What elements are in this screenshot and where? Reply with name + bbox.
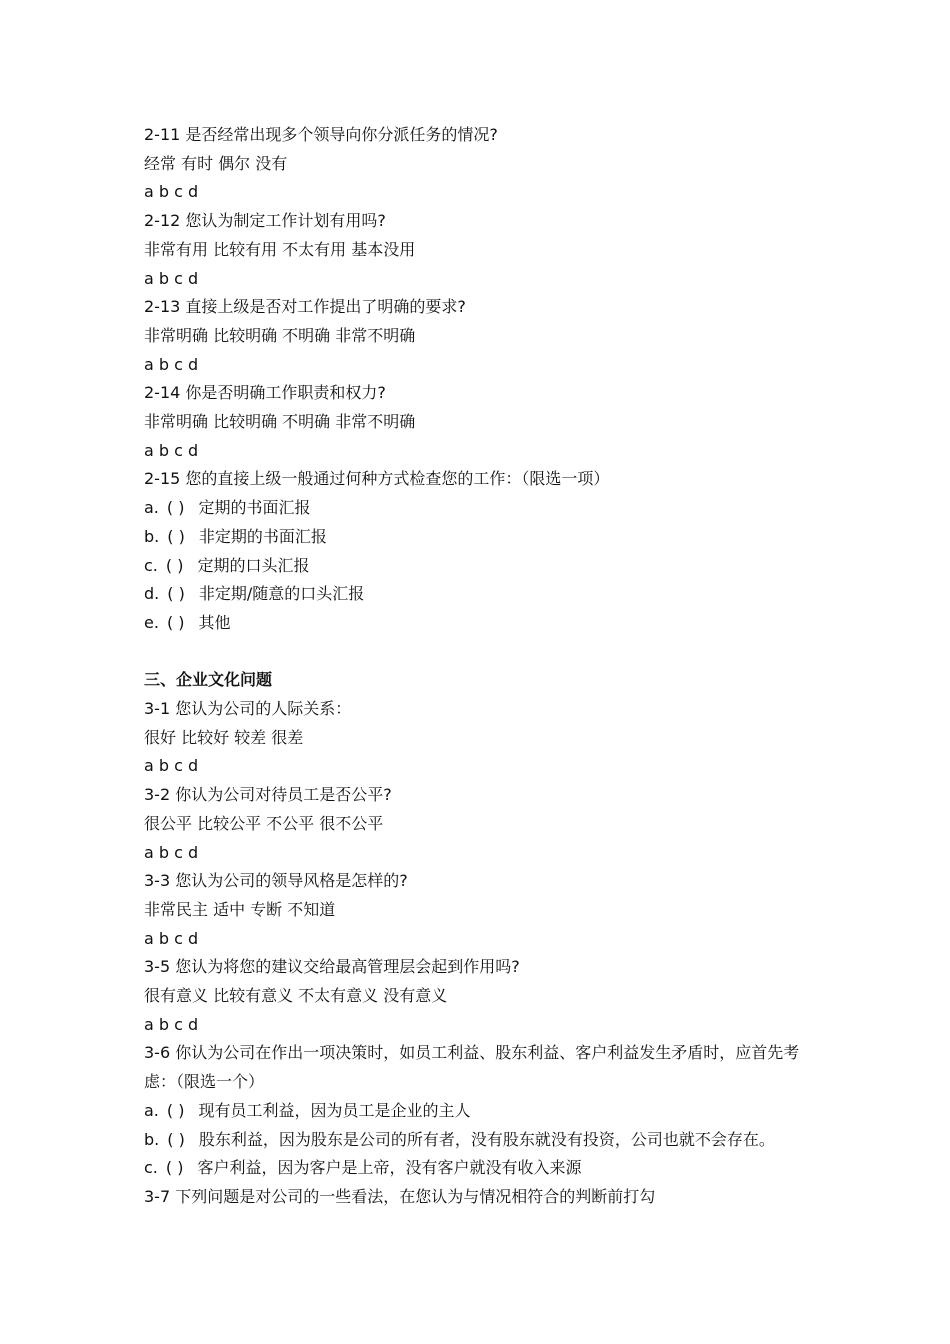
option-3-6-a — [144, 1097, 824, 1126]
letters-3-1: a b c d — [144, 756, 199, 776]
option-text: 其他 — [198, 612, 231, 632]
option-text: 股东利益，因为股东是公司的所有者，没有股东就没有投资，公司也就不会存在。 — [198, 1129, 775, 1149]
choices-2-13: 非常明确 比较明确 不明确 非常不明确 — [144, 325, 416, 345]
choices-3-5: 很有意义 比较有意义 不太有意义 没有意义 — [144, 986, 448, 1006]
option-letter: a. — [144, 1100, 159, 1120]
option-letter: a. — [144, 498, 159, 518]
question-3-7: 3-7 下列问题是对公司的一些看法，在您认为与情况相符合的判断前打勾 — [144, 1187, 656, 1206]
option-text: 定期的书面汇报 — [198, 498, 311, 518]
option-text: 客户利益，因为客户是上帝，没有客户就没有收入来源 — [197, 1158, 582, 1178]
option-2-15-d — [144, 580, 824, 609]
question-2-11: 2-11 是否经常出现多个领导向你分派任务的情况? — [144, 125, 498, 144]
option-checkbox: ( ) — [167, 584, 185, 604]
choices-3-2: 很公平 比较公平 不公平 很不公平 — [144, 813, 384, 833]
option-checkbox: ( ) — [165, 555, 184, 575]
option-text: 非定期/随意的口头汇报 — [198, 584, 365, 604]
choices-2-14: 非常明确 比较明确 不明确 非常不明确 — [144, 412, 416, 432]
option-letter: d. — [144, 584, 160, 604]
option-3-6-b — [144, 1126, 824, 1155]
option-checkbox: ( ) — [165, 1158, 184, 1178]
option-letter: b. — [144, 526, 160, 546]
letters-2-12: a b c d — [144, 268, 199, 288]
option-3-6-c — [144, 1154, 824, 1183]
option-2-15-c — [144, 552, 824, 581]
document-page — [144, 121, 824, 1212]
question-3-6: 3-6 你认为公司在作出一项决策时，如员工利益、股东利益、客户利益发生矛盾时，应首先考虑：（限选一个） — [144, 1043, 800, 1092]
choices-3-1: 很好 比较好 较差 很差 — [144, 727, 304, 747]
option-checkbox: ( ) — [167, 1129, 185, 1149]
choices-2-11: 经常 有时 偶尔 没有 — [144, 153, 288, 173]
option-text: 定期的口头汇报 — [197, 555, 310, 575]
option-letter: b. — [144, 1129, 160, 1149]
question-3-1: 3-1 您认为公司的人际关系： — [144, 699, 352, 719]
letters-2-11: a b c d — [144, 182, 199, 202]
option-2-15-a — [144, 494, 824, 523]
section-heading: 三、企业文化问题 — [144, 670, 273, 690]
letters-3-3: a b c d — [144, 928, 199, 948]
choices-2-12: 非常有用 比较有用 不太有用 基本没用 — [144, 239, 416, 259]
letters-3-5: a b c d — [144, 1014, 199, 1034]
letters-3-2: a b c d — [144, 842, 199, 862]
option-text: 现有员工利益，因为员工是企业的主人 — [198, 1100, 471, 1120]
section-spacer — [144, 638, 824, 667]
option-letter: c. — [144, 1158, 158, 1178]
question-2-12: 2-12 您认为制定工作计划有用吗? — [144, 211, 386, 231]
question-2-13: 2-13 直接上级是否对工作提出了明确的要求? — [144, 297, 466, 317]
option-letter: c. — [144, 555, 158, 575]
letters-2-13: a b c d — [144, 354, 199, 374]
option-text: 非定期的书面汇报 — [198, 526, 327, 546]
question-2-15: 2-15 您的直接上级一般通过何种方式检查您的工作：（限选一项） — [144, 469, 610, 489]
question-2-14: 2-14 你是否明确工作职责和权力? — [144, 383, 386, 403]
option-checkbox: ( ) — [166, 612, 185, 632]
letters-2-14: a b c d — [144, 440, 199, 460]
option-checkbox: ( ) — [166, 498, 185, 518]
option-2-15-e — [144, 609, 824, 638]
question-3-5: 3-5 您认为将您的建议交给最高管理层会起到作用吗? — [144, 957, 520, 977]
option-2-15-b — [144, 523, 824, 552]
option-checkbox: ( ) — [166, 1100, 185, 1120]
option-letter: e. — [144, 612, 159, 632]
choices-3-3: 非常民主 适中 专断 不知道 — [144, 899, 336, 919]
question-3-3: 3-3 您认为公司的领导风格是怎样的? — [144, 871, 408, 891]
option-checkbox: ( ) — [167, 526, 185, 546]
question-3-2: 3-2 你认为公司对待员工是否公平? — [144, 785, 392, 805]
